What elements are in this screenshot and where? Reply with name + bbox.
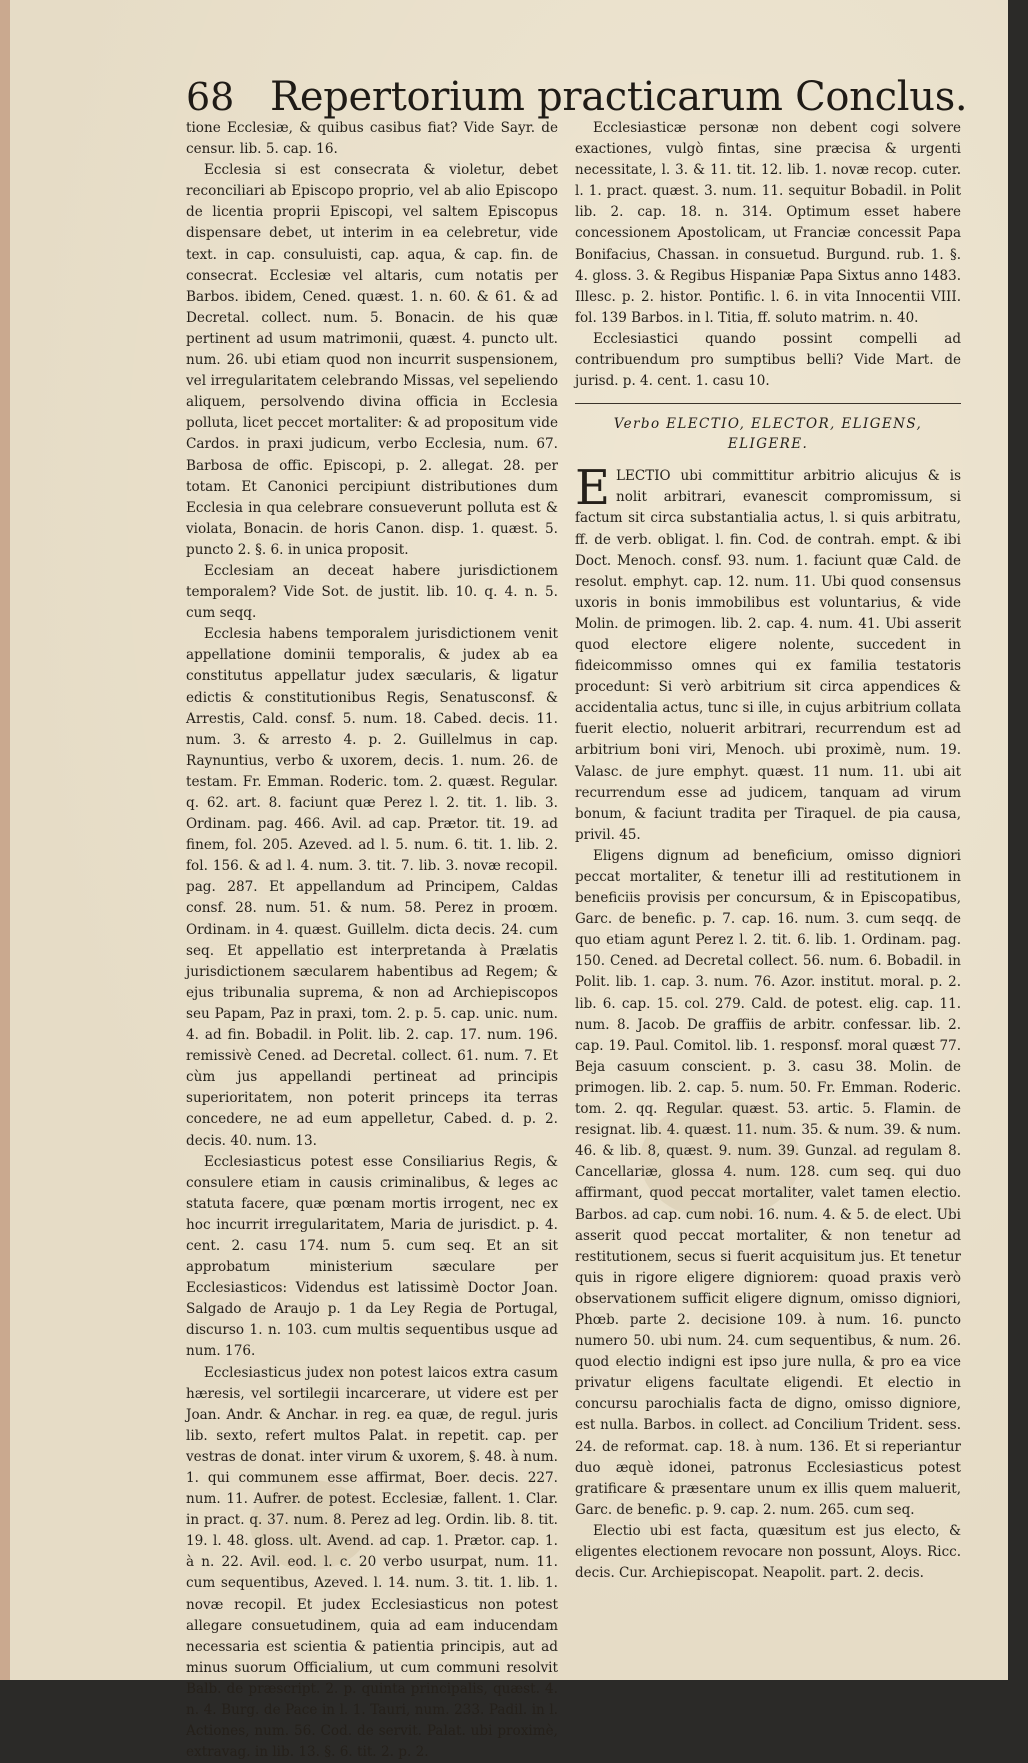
paragraph: Ecclesiasticus judex non potest laicos extra casum hæresis, vel sortilegii incarcerare, ut videre est per Joan. Andr. & Anchar. in reg. ea quæ, de regul. juris lib. sexto, refert multos Palat. in repetit. cap. per vestras de donat. inter virum & uxorem, §. 48. à num. 1. qui communem esse affirmat, Boer. decis. 227. num. 11. Aufrer. de potest. Ecclesiæ, fallent. 1. Clar. in pract. q. 37. num. 8. Perez ad leg. Ordin. lib. 8. tit. 19. l. 48. gloss. ult. Avend. ad cap. 1. Prætor. cap. 1. à n. 22. Avil. eod. l. c. 20 verbo usurpat, num. 11. cum sequentibus, Azeved. l. 14. num. 3. tit. 1. lib. 1. novæ recopil. Et judex Ecclesiasticus non potest allegare consuetudinem, quia ad eam inducendam necessaria est scientia & patientia principis, aut ad minus suorum Officialium, ut cum communi resolvit Balb. de præscript. 2. p. quinta principalis, quæst. 4. n. 4. Burg. de Pace in l. 1. Tauri, num. 233. Padil. in l. Actiones, num. 56. Cod. de servit. Palat. ubi proximè, extravag. in lib. 13. §. 6. tit. 2. p. 2. — [186, 1364, 558, 1761]
paragraph: Eligens dignum ad beneficium, omisso digniori peccat mortaliter, & tenetur illi ad restitutionem in beneficiis provisis per concursum, & in Episcopatibus, Garc. de benefic. p. 7. cap. 16. num. 3. cum seqq. de quo etiam agunt Perez l. 2. tit. 6. lib. 1. Ordinam. pag. 150. Cened. ad Decretal collect. 56. num. 6. Bobadil. in Polit. lib. 1. cap. 3. num. 76. Azor. institut. moral. p. 2. lib. 6. cap. 15. col. 279. Cald. de potest. elig. cap. 11. num. 8. Jacob. De graffiis de arbitr. confessar. lib. 2. cap. 19. Paul. Comitol. lib. 1. responsf. moral quæst 77. Beja casuum conscient. p. 3. casu 38. Molin. de primogen. lib. 2. cap. 5. num. 50. Fr. Emman. Roderic. tom. 2. qq. Regular. quæst. 53. artic. 5. Flamin. de resignat. lib. 4. quæst. 11. num. 35. & num. 39. & num. 46. & lib. 8, quæst. 9. num. 39. Gunzal. ad regulam 8. Cancellariæ, glossa 4. num. 128. cum seq. qui duo affirmant, quod peccat mortaliter, valet tamen electio. Barbos. ad cap. cum nobi. 16. num. 4. & 5. de elect. Ubi asserit quod peccat mortaliter, & non tenetur ad restitutionem, secus si fuerit acquisitum jus. Et tenetur quis in rigore eligere digniorem: quoad praxis verò observationem sufficit eligere dignum, omisso digniori, Phœb. parte 2. decisione 109. à num. 16. puncto numero 50. ubi num. 24. cum sequentibus, & num. 26. quod electio indigni est ipso jure nulla, & pro ea vice privatur eligens facultate eligendi. Et electio in concursu parochialis facta de digno, omisso digniore, est nulla. Barbos. in collect. ad Concilium Trident. sess. 24. de reformat. cap. 18. à num. 136. Et si reperiantur duo æquè idonei, patronus Ecclesiasticus potest gratificare & præsentare unum ex illis quem maluerit, Garc. de benefic. p. 9. cap. 2. num. 265. cum seq. — [575, 847, 961, 1518]
paragraph: Electio ubi est facta, quæsitum est jus electo, & eligentes electionem revocare non possunt, Aloys. Ricc. decis. Cur. Archiepiscopat. Neapolit. part. 2. decis. — [575, 1522, 961, 1582]
section-heading: Verbo ELECTIO, ELECTOR, ELIGENS, ELIGERE. — [613, 416, 923, 453]
paragraph: Ecclesiastici quando possint compelli ad contribuendum pro sumptibus belli? Vide Mart. de jurisd. p. 4. cent. 1. casu 10. — [575, 330, 961, 390]
page-edge — [0, 0, 10, 1680]
drop-cap: E — [575, 460, 611, 517]
paragraph: tione Ecclesiæ, & quibus casibus fiat? Vide Sayr. de censur. lib. 5. cap. 16. — [186, 120, 558, 158]
paragraph: Ecclesia habens temporalem jurisdictionem venit appellatione dominii temporalis, & judex ab ea constitutus appellatur judex sæcularis, & ligatur edictis & constitutionibus Regis, Senatusconsf. & Arrestis, Cald. consf. 5. num. 18. Cabed. decis. 11. num. 3. & arresto 4. p. 2. Guillelmus in cap. Raynuntius, verbo & uxorem, decis. 1. num. 26. de testam. Fr. Emman. Roderic. tom. 2. quæst. Regular. q. 62. art. 8. faciunt quæ Perez l. 2. tit. 1. lib. 3. Ordinam. pag. 466. Avil. ad cap. Prætor. tit. 19. ad finem, fol. 205. Azeved. ad l. 5. num. 6. tit. 1. lib. 2. fol. 156. & ad l. 4. num. 3. tit. 7. lib. 3. novæ recopil. pag. 287. Et appellandum ad Principem, Caldas consf. 28. num. 51. & num. 58. Perez in proœm. Ordinam. in 4. quæst. Guillelm. dicta decis. 24. cum seq. Et appellatio est interpretanda à Prælatis jurisdictionem sæcularem habentibus ad Regem; & ejus tribunalia suprema, & non ad Archiepiscopos seu Papam, Paz in praxi, tom. 2. p. 5. cap. unic. num. 4. ad fin. Bobadil. in Polit. lib. 2. cap. 17. num. 196. remissivè Cened. ad Decretal. collect. 61. num. 7. Et cùm jus appellandi pertineat ad principis superioritatem, non poterit princeps ita terras concedere, ne ad eum appelletur, Cabed. d. p. 2. decis. 40. num. 13. — [186, 626, 558, 1149]
paragraph: Ecclesia si est consecrata & violetur, debet reconciliari ab Episcopo proprio, vel ab alio Episcopo de licentia proprii Episcopi, vel saltem Episcopus dispensare debet, ut interim in ea celebretur, vide text. in cap. consuluisti, cap. aqua, & cap. fin. de consecrat. Ecclesiæ vel altaris, cum notatis per Barbos. ibidem, Cened. quæst. 1. n. 60. & 61. & ad Decretal. collect. num. 5. Bonacin. de his quæ pertinent ad usum matrimonii, quæst. 4. puncto ult. num. 26. ubi etiam quod non incurrit suspensionem, vel irregularitatem celebrando Missas, vel sepeliendo aliquem, persolvendo divina officia in Ecclesia polluta, licet peccet mortaliter: & ad propositum vide Cardos. in praxi judicum, verbo Ecclesia, num. 67. Barbosa de offic. Episcopi, p. 2. allegat. 28. per totam. Et Canonici percipiunt distributiones dum Ecclesia in qua celebrare consueverunt polluta est & violata, Bonacin. de horis Canon. disp. 1. quæst. 5. puncto 2. §. 6. in unica proposit. — [186, 162, 558, 558]
paragraph: Ecclesiasticæ personæ non debent cogi solvere exactiones, vulgò fintas, sine præcisa & urgenti necessitate, l. 3. & 11. tit. 12. lib. 1. novæ recop. cuter. l. 1. pract. quæst. 3. num. 11. sequitur Bobadil. in Polit lib. 2. cap. 18. n. 314. Optimum esset habere concessionem Apostolicam, ut Franciæ concessit Papa Bonifacius, Chassan. in consuetud. Burgund. rub. 1. §. 4. gloss. 3. & Regibus Hispaniæ Papa Sixtus anno 1483. Illesc. p. 2. histor. Pontific. l. 6. in vita Innocentii VIII. fol. 139 Barbos. in l. Titia, ff. soluto matrim. n. 40. — [575, 120, 961, 326]
running-title: Repertorium practicarum Conclus. — [270, 74, 968, 120]
running-head — [186, 74, 968, 122]
first-paragraph-text: LECTIO ubi committitur arbitrio alicujus & is nolit arbitrari, evanescit compromissum, si factum sit circa substantialia actus, l. si quis arbitratu, ff. de verb. obligat. l. fin. Cod. de contrah. empt. & ibi Doct. Menoch. consf. 93. num. 1. faciunt quæ Cald. de resolut. emphyt. cap. 12. num. 11. Ubi quod consensus uxoris in bonis immobilibus est voluntarius, & vide Molin. de primogen. lib. 2. cap. 4. num. 41. Ubi asserit quod electore eligere nolente, succedent in fideicommisso omnes qui ex familia testatoris procedunt: Si verò arbitrium sit circa appendices & accidentalia actus, tunc si ille, in cujus arbitrium collata fuerit electio, noluerit arbitrari, recurrendum est ad arbitrium boni viri, Menoch. ubi proximè, num. 19. Valasc. de jure emphyt. quæst. 11 num. 11. ubi ait recurrendum esse ad judicem, tanquam ad virum bonum, & faciunt tradita per Tiraquel. de pia causa, privil. 45. — [575, 468, 961, 843]
paragraph: Ecclesiam an deceat habere jurisdictionem temporalem? Vide Sot. de justit. lib. 10. q. 4. n. 5. cum seqq. — [186, 562, 558, 622]
section-divider — [575, 403, 961, 404]
right-column — [575, 118, 961, 1584]
left-column — [186, 118, 558, 1763]
first-paragraph — [575, 460, 961, 846]
paragraph: Ecclesiasticus potest esse Consiliarius Regis, & consulere etiam in causis criminalibus, & leges ac statuta facere, quæ pœnam mortis irrogent, nec ex hoc incurrit irregularitatem, Maria de jurisdict. p. 4. cent. 2. casu 174. num 5. cum seq. Et an sit approbatum ministerium sæculare per Ecclesiasticos: Videndus est latissimè Doctor Joan. Salgado de Araujo p. 1 da Ley Regia de Portugal, discurso 1. n. 103. cum multis sequentibus usque ad num. 176. — [186, 1153, 558, 1360]
page-number: 68 — [186, 75, 235, 119]
